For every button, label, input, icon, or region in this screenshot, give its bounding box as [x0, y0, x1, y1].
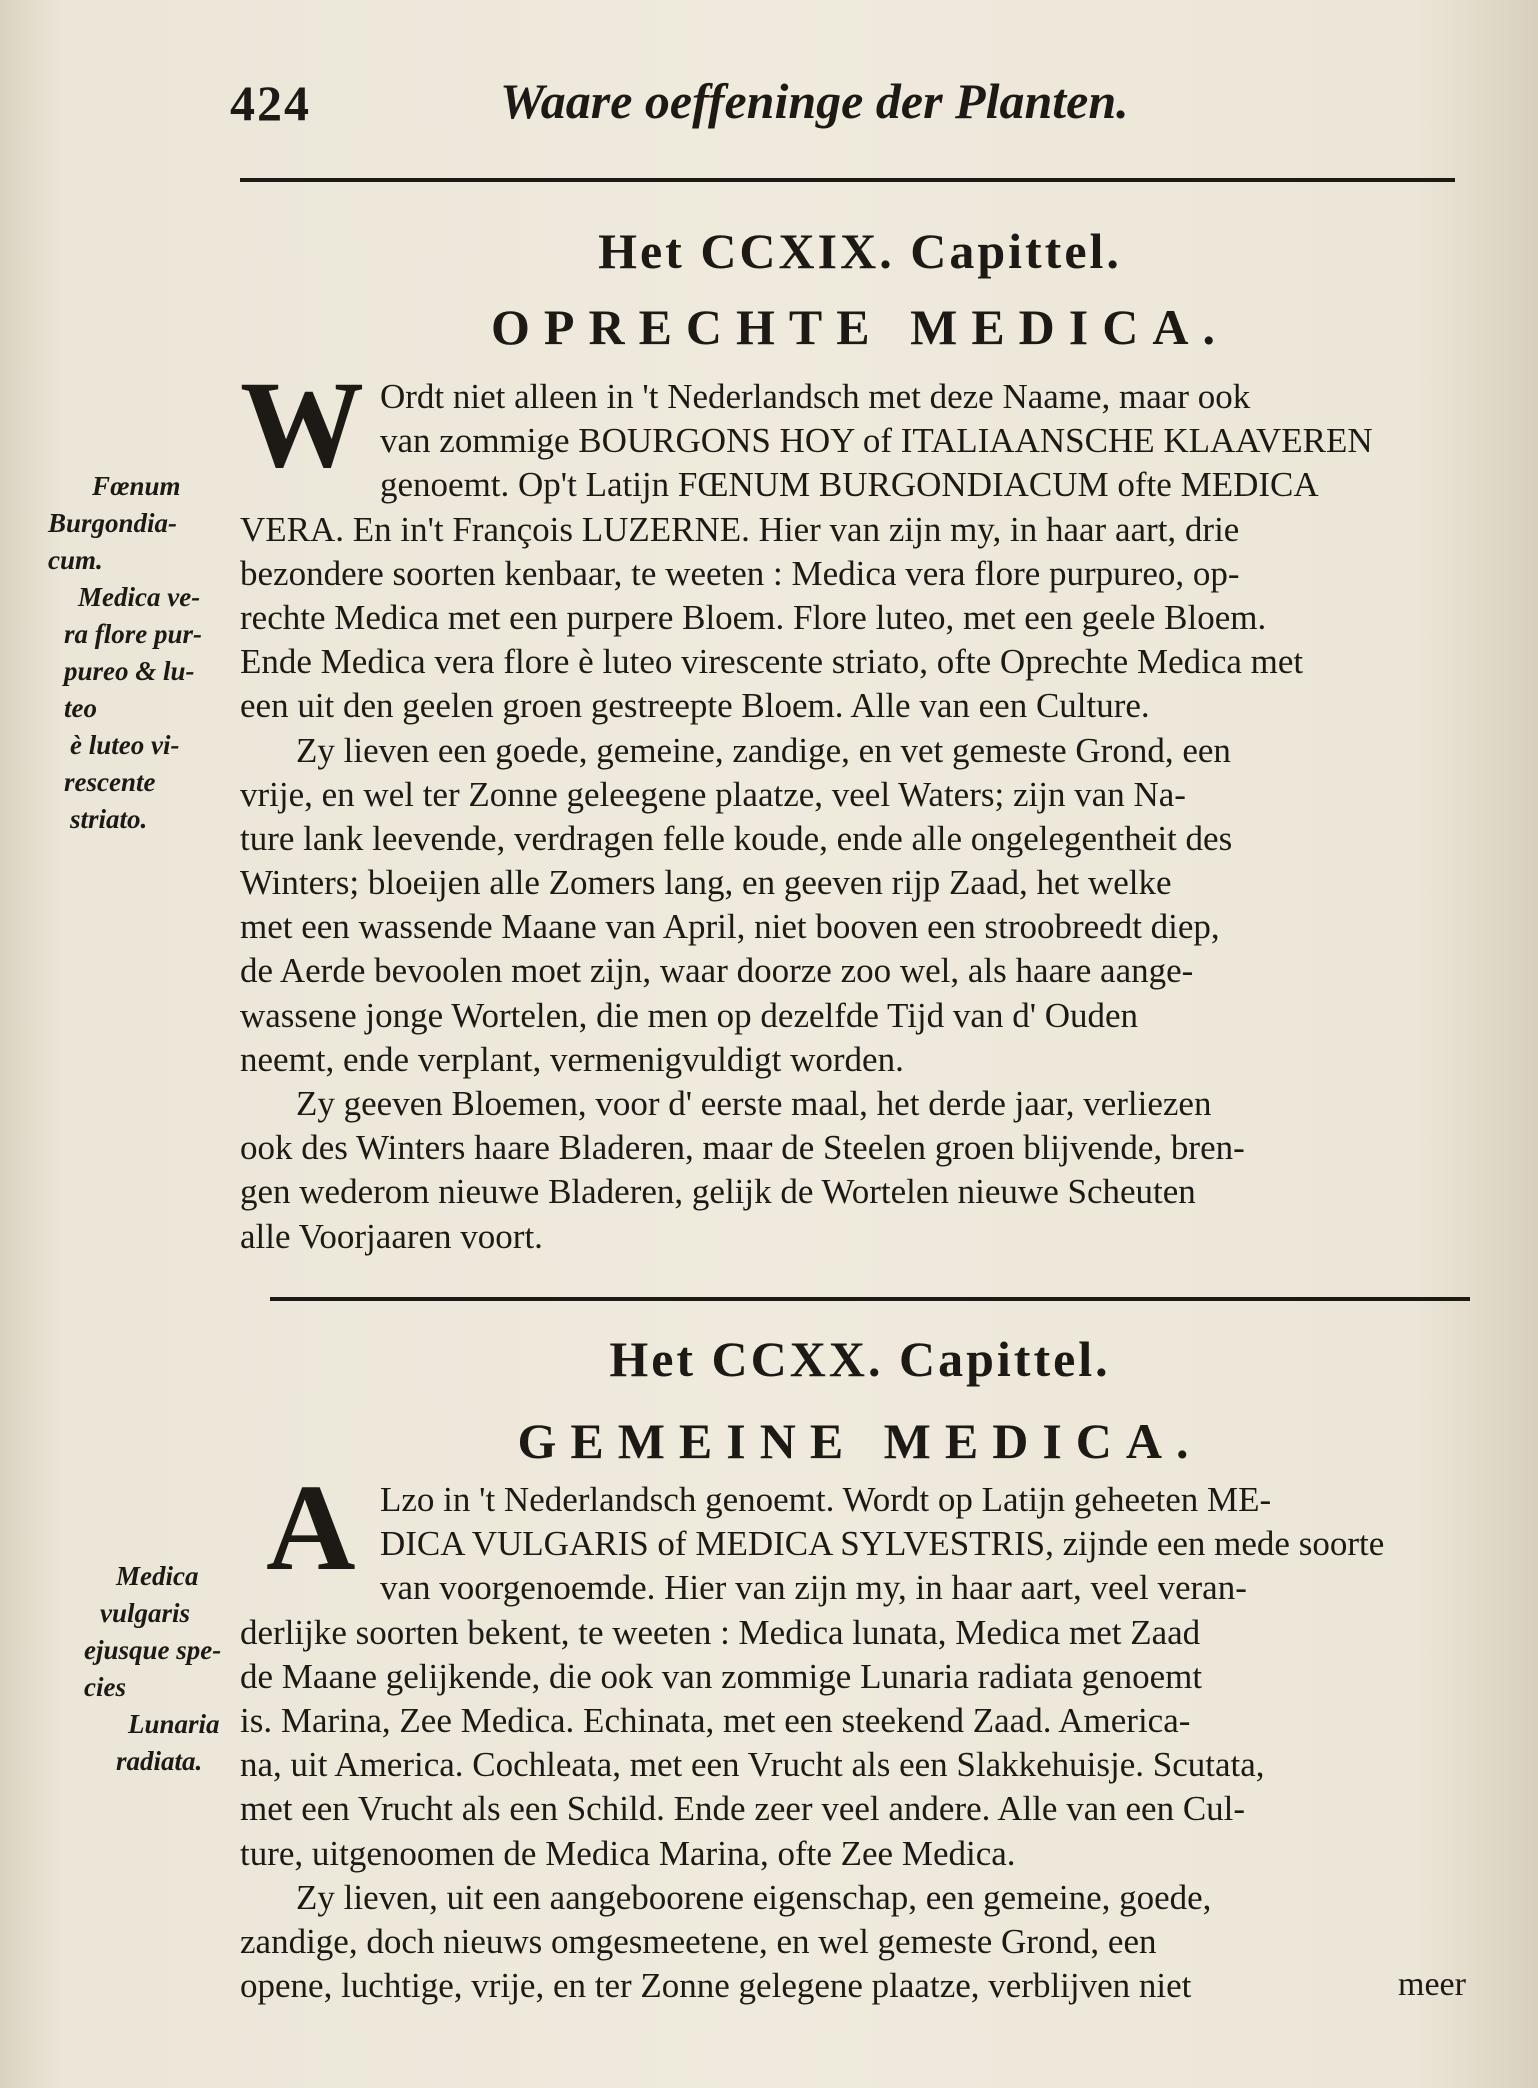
- text-line: de Aerde bevoolen moet zijn, waar doorze zoo wel, als haare aange-: [240, 951, 1194, 991]
- text-line: van voorgenoemde. Hier van zijn my, in haar aart, veel veran-: [380, 1568, 1247, 1608]
- margin-note-line: Medica ve-: [78, 582, 201, 612]
- text-line: VERA. En in't François LUZERNE. Hier van zijn my, in haar aart, drie: [240, 509, 1240, 549]
- chapter-separator-rule: [270, 1297, 1470, 1301]
- margin-note-line: Fœnum: [92, 471, 181, 501]
- page-header: [230, 60, 1460, 140]
- text-line: vrije, en wel ter Zonne geleegene plaatze, veel Waters; zijn van Na-: [240, 774, 1186, 814]
- margin-note-line: Lunaria: [128, 1709, 220, 1739]
- margin-note-line: ejusque spe-: [84, 1635, 222, 1665]
- text-line: Ordt niet alleen in 't Nederlandsch met deze Naame, maar ook: [380, 377, 1251, 416]
- text-line: alle Voorjaaren voort.: [240, 1216, 543, 1256]
- text-line: Ende Medica vera flore è luteo virescente striato, ofte Oprechte Medica met: [240, 642, 1304, 682]
- page-number: 424: [230, 75, 311, 131]
- catchword: meer: [1398, 1966, 1466, 2003]
- running-title: Waare oeffeninge der Planten.: [500, 73, 1129, 129]
- text-line: een uit den geelen groen gestreepte Bloem. Alle van een Culture.: [240, 686, 1150, 726]
- chapter-body: [240, 356, 1480, 1259]
- text-line: na, uit America. Cochleata, met een Vrucht als een Slakkehuisje. Scutata,: [240, 1745, 1265, 1785]
- chapter-body: [240, 1459, 1480, 2008]
- text-line: van zommige BOURGONS HOY of ITALIAANSCHE KLAAVEREN: [380, 421, 1373, 461]
- header-rule: [240, 178, 1455, 182]
- text-line: DICA VULGARIS of MEDICA SYLVESTRIS, zijnde een mede soorte: [380, 1524, 1385, 1564]
- margin-note-line: vulgaris: [100, 1598, 191, 1628]
- margin-note-line: è luteo vi-: [70, 730, 180, 760]
- text-line: opene, luchtige, vrije, en ter Zonne gelegene plaatze, verblijven niet: [240, 1966, 1192, 2006]
- text-line: Lzo in 't Nederlandsch genoemt. Wordt op Latijn geheeten ME-: [380, 1480, 1272, 1519]
- margin-note: [30, 1558, 220, 1706]
- margin-note: [30, 468, 220, 838]
- text-line: bezondere soorten kenbaar, te weeten : Medica vera flore purpureo, op-: [240, 553, 1240, 593]
- text-line: Winters; bloeijen alle Zomers lang, en geeven rijp Zaad, het welke: [240, 863, 1172, 903]
- text-line: zandige, doch nieuws omgesmeetene, en wel gemeste Grond, een: [240, 1921, 1157, 1961]
- text-line: Zy lieven, uit een aangeboorene eigenschap, een gemeine, goede,: [296, 1877, 1212, 1917]
- margin-note-line: cies: [84, 1672, 126, 1702]
- text-line: is. Marina, Zee Medica. Echinata, met een steekend Zaad. America-: [240, 1700, 1191, 1740]
- margin-note-line: pureo & lu-: [64, 656, 195, 686]
- text-line: Zy lieven een goede, gemeine, zandige, en vet gemeste Grond, een: [296, 730, 1231, 770]
- text-line: met een wassende Maane van April, niet booven een stroobreedt diep,: [240, 907, 1220, 947]
- margin-note-line: radiata.: [116, 1746, 203, 1776]
- chapter-title: GEMEINE MEDICA.: [517, 1413, 1203, 1469]
- text-line: genoemt. Op't Latijn FŒNUM BURGONDIACUM ofte MEDICA: [380, 465, 1319, 505]
- drop-cap: A: [266, 1459, 356, 1596]
- text-line: ture lank leevende, verdragen felle koude, ende alle ongelegentheit des: [240, 818, 1233, 858]
- margin-note-line: cum.: [48, 545, 103, 575]
- margin-note-line: teo: [64, 693, 97, 723]
- text-line: ture, uitgenoomen de Medica Marina, ofte Zee Medica.: [240, 1833, 1016, 1873]
- drop-cap: W: [240, 356, 364, 493]
- margin-note-line: Medica: [116, 1561, 199, 1591]
- text-line: derlijke soorten bekent, te weeten : Medica lunata, Medica met Zaad: [240, 1612, 1201, 1652]
- text-line: ook des Winters haare Bladeren, maar de Steelen groen blijvende, bren-: [240, 1128, 1245, 1168]
- chapter-heading: Het CCXIX. Capittel.: [598, 223, 1122, 279]
- chapter-heading: Het CCXX. Capittel.: [609, 1331, 1111, 1387]
- text-line: gen wederom nieuwe Bladeren, gelijk de Wortelen nieuwe Scheuten: [240, 1172, 1196, 1212]
- text-line: neemt, ende verplant, vermenigvuldigt worden.: [240, 1039, 904, 1079]
- margin-note: [30, 1706, 220, 1780]
- margin-note-line: striato.: [70, 804, 148, 834]
- text-line: met een Vrucht als een Schild. Ende zeer veel andere. Alle van een Cul-: [240, 1789, 1246, 1829]
- margin-note-line: rescente: [64, 767, 156, 797]
- margin-note-line: Burgondia-: [48, 508, 178, 538]
- text-line: Zy geeven Bloemen, voor d' eerste maal, het derde jaar, verliezen: [296, 1084, 1212, 1123]
- text-line: rechte Medica met een purpere Bloem. Flore luteo, met een geele Bloem.: [240, 597, 1267, 637]
- chapter-title: OPRECHTE MEDICA.: [491, 299, 1229, 355]
- margin-note-line: ra flore pur-: [64, 619, 203, 649]
- text-line: de Maane gelijkende, die ook van zommige Lunaria radiata genoemt: [240, 1656, 1203, 1696]
- text-line: wassene jonge Wortelen, die men op dezelfde Tijd van d' Ouden: [240, 995, 1139, 1035]
